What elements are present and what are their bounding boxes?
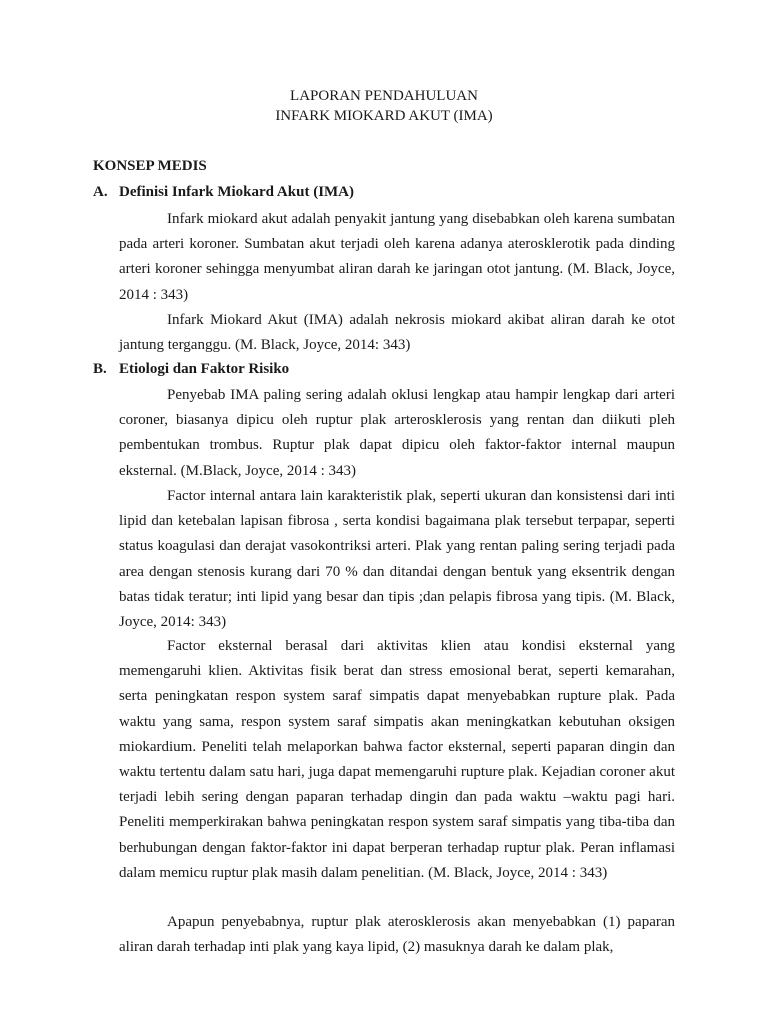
paragraph-b4: Apapun penyebabnya, ruptur plak aterosklerosis akan menyebabkan (1) paparan aliran darah terhadap inti plak yang kaya lipid, (2) masuknya darah ke dalam plak, (119, 914, 675, 956)
subsection-letter-b: B. (93, 361, 107, 377)
paragraph-b2: Factor internal antara lain karakteristik plak, seperti ukuran dan konsistensi dari inti lipid dan ketebalan lapisan fibrosa , serta kondisi bagaimana plak tersebut terpapar, seperti status koagulasi dan derajat vasokontriksi arteri. Plak yang rentan paling sering terjadi pada area dengan stenosis kurang dari 70 % dan ditandai dengan bentuk yang eksentrik dengan batas tidak teratur; inti lipid yang besar dan tipis ;dan pelapis fibrosa yang tipis. (M. Black, Joyce, 2014: 343) (119, 488, 675, 631)
document-title-line1: LAPORAN PENDAHULUAN (290, 88, 478, 104)
subsection-title-b: Etiologi dan Faktor Risiko (119, 361, 290, 377)
document-title-line2: INFARK MIOKARD AKUT (IMA) (275, 108, 493, 124)
section-heading: KONSEP MEDIS (93, 158, 207, 174)
subsection-heading-a (93, 181, 354, 203)
subsection-letter-a: A. (93, 184, 108, 200)
paragraph-b3: Factor eksternal berasal dari aktivitas klien atau kondisi eksternal yang memengaruhi klien. Aktivitas fisik berat dan stress emosional berat, seperti kemarahan, serta peningkatan respon system saraf simpatis dapat menyebabkan rupture plak. Pada waktu yang sama, respon system saraf simpatis akan meningkatkan kebutuhan oksigen miokardium. Peneliti telah melaporkan bahwa factor eksternal, seperti paparan dingin dan waktu tertentu dalam satu hari, juga dapat memengaruhi rupture plak. Kejadian coroner akut terjadi lebih sering dengan paparan terhadap dingin dan pada waktu –waktu pagi hari. Peneliti memperkirakan bahwa peningkatan respon system saraf simpatis yang tiba-tiba dan berhubungan dengan faktor-faktor ini dapat berperan terhadap ruptur plak. Peran inflamasi dalam memicu ruptur plak masih dalam penelitian. (M. Black, Joyce, 2014 : 343) (119, 638, 675, 881)
paragraph-a1: Infark miokard akut adalah penyakit jantung yang disebabkan oleh karena sumbatan pada arteri koroner. Sumbatan akut terjadi oleh karena adanya aterosklerotik pada dinding arteri koroner sehingga menyumbat aliran darah ke jaringan otot jantung. (M. Black, Joyce, 2014 : 343) (119, 211, 675, 303)
subsection-title-a: Definisi Infark Miokard Akut (IMA) (119, 184, 355, 200)
paragraph-a2: Infark Miokard Akut (IMA) adalah nekrosis miokard akibat aliran darah ke otot jantung terganggu. (M. Black, Joyce, 2014: 343) (119, 312, 675, 354)
paragraph-b1: Penyebab IMA paling sering adalah oklusi lengkap atau hampir lengkap dari arteri coroner, biasanya dipicu oleh ruptur plak arterosklerosis yang rentan dan diikuti pleh pembentukan trombus. Ruptur plak dapat dipicu oleh faktor-faktor internal maupun eksternal. (M.Black, Joyce, 2014 : 343) (119, 387, 675, 479)
subsection-heading-b (93, 358, 289, 380)
